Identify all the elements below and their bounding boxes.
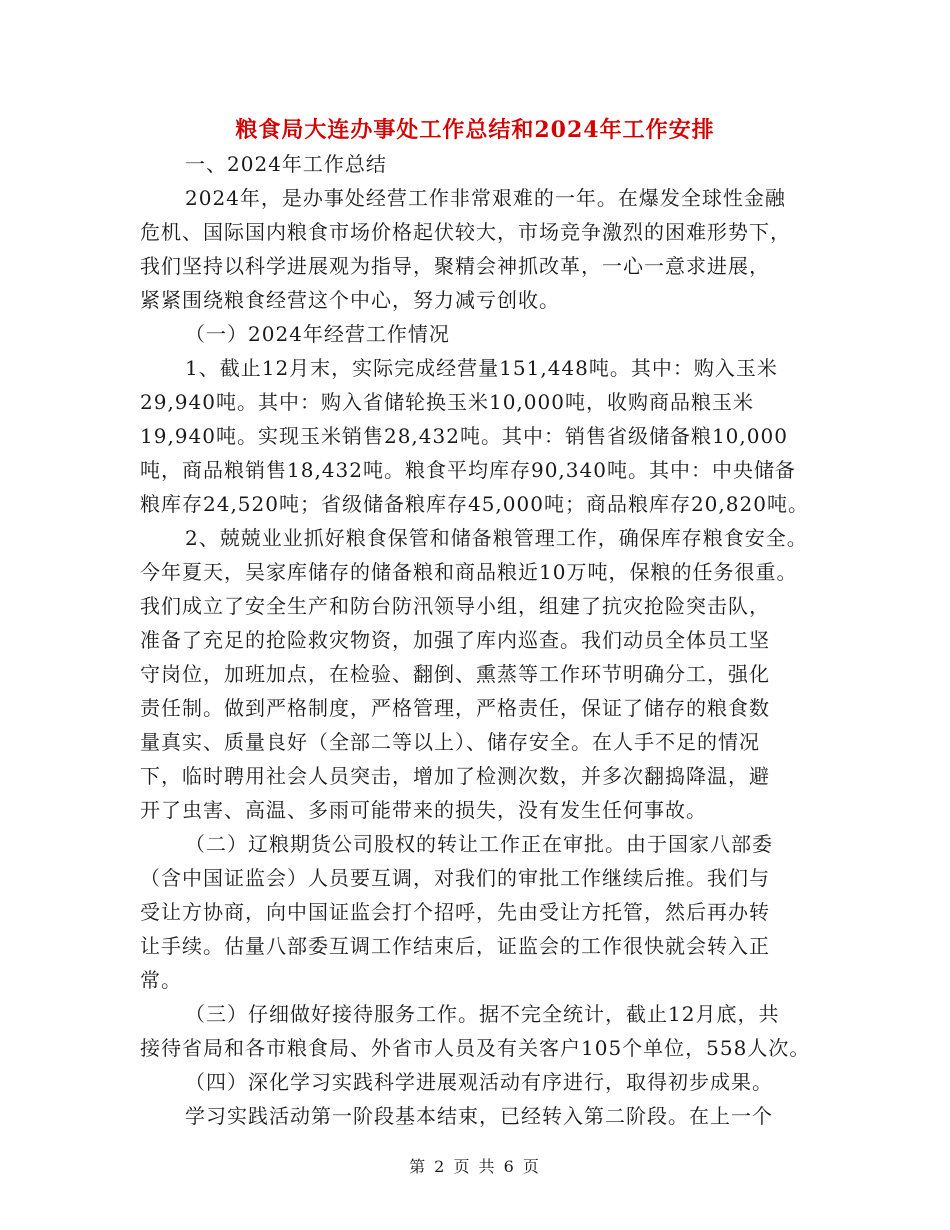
body-line: 我们坚持以科学进展观为指导，聚精会神抓改革，一心一意求进展， bbox=[140, 254, 770, 278]
body-line: 守岗位，加班加点，在检验、翻倒、熏蒸等工作环节明确分工，强化 bbox=[140, 662, 770, 686]
body-line: 吨，商品粮销售18,432吨。粮食平均库存90,340吨。其中：中央储备 bbox=[140, 458, 796, 482]
body-line: （二）辽粮期货公司股权的转让工作正在审批。由于国家八部委 bbox=[185, 832, 773, 856]
body-line: 2024年，是办事处经营工作非常艰难的一年。在爆发全球性金融 bbox=[185, 186, 786, 210]
section-heading: 一、2024年工作总结 bbox=[185, 152, 387, 176]
body-line: 准备了充足的抢险救灾物资，加强了库内巡查。我们动员全体员工坚 bbox=[140, 628, 770, 652]
body-line: 29,940吨。其中：购入省储轮换玉米10,000吨，收购商品粮玉米 bbox=[140, 390, 754, 414]
document-title: 粮食局大连办事处工作总结和2024年工作安排 bbox=[235, 117, 715, 143]
body-line: 19,940吨。实现玉米销售28,432吨。其中：销售省级储备粮10,000 bbox=[140, 424, 788, 448]
body-line: 1、截止12月末，实际完成经营量151,448吨。其中：购入玉米 bbox=[185, 356, 778, 380]
body-line: 责任制。做到严格制度，严格管理，严格责任，保证了储存的粮食数 bbox=[140, 696, 770, 720]
body-line: 我们成立了安全生产和防台防汛领导小组，组建了抗灾抢险突击队， bbox=[140, 594, 770, 618]
body-line: 紧紧围绕粮食经营这个中心，努力减亏创收。 bbox=[140, 288, 560, 312]
page-number: 第 2 页 共 6 页 bbox=[409, 1157, 541, 1176]
body-line: 让手续。估量八部委互调工作结束后，证监会的工作很快就会转入正 bbox=[140, 934, 770, 958]
body-line: 受让方协商，向中国证监会打个招呼，先由受让方托管，然后再办转 bbox=[140, 900, 770, 924]
body-line: 量真实、质量良好（全部二等以上）、储存安全。在人手不足的情况 bbox=[140, 730, 760, 754]
body-line: 接待省局和各市粮食局、外省市人员及有关客户105个单位，558人次。 bbox=[140, 1036, 811, 1060]
body-line: 学习实践活动第一阶段基本结束，已经转入第二阶段。在上一个 bbox=[185, 1104, 773, 1128]
subsection-heading: （一）2024年经营工作情况 bbox=[185, 322, 450, 346]
body-line: 2、兢兢业业抓好粮食保管和储备粮管理工作，确保库存粮食安全。 bbox=[185, 526, 808, 550]
body-line: 粮库存24,520吨；省级储备粮库存45,000吨；商品粮库存20,820吨。 bbox=[140, 492, 809, 516]
body-line: （四）深化学习实践科学进展观活动有序进行，取得初步成果。 bbox=[185, 1070, 773, 1094]
body-line: 常。 bbox=[140, 968, 182, 992]
body-line: （含中国证监会）人员要互调，对我们的审批工作继续后推。我们与 bbox=[140, 866, 770, 890]
body-line: 开了虫害、高温、多雨可能带来的损失，没有发生任何事故。 bbox=[140, 798, 707, 822]
body-line: 下，临时聘用社会人员突击，增加了检测次数，并多次翻捣降温，避 bbox=[140, 764, 770, 788]
body-line: 今年夏天，吴家库储存的储备粮和商品粮近10万吨，保粮的任务很重。 bbox=[140, 560, 798, 584]
body-line: （三）仔细做好接待服务工作。据不完全统计，截止12月底，共 bbox=[185, 1002, 780, 1026]
body-line: 危机、国际国内粮食市场价格起伏较大，市场竞争激烈的困难形势下， bbox=[140, 220, 791, 244]
